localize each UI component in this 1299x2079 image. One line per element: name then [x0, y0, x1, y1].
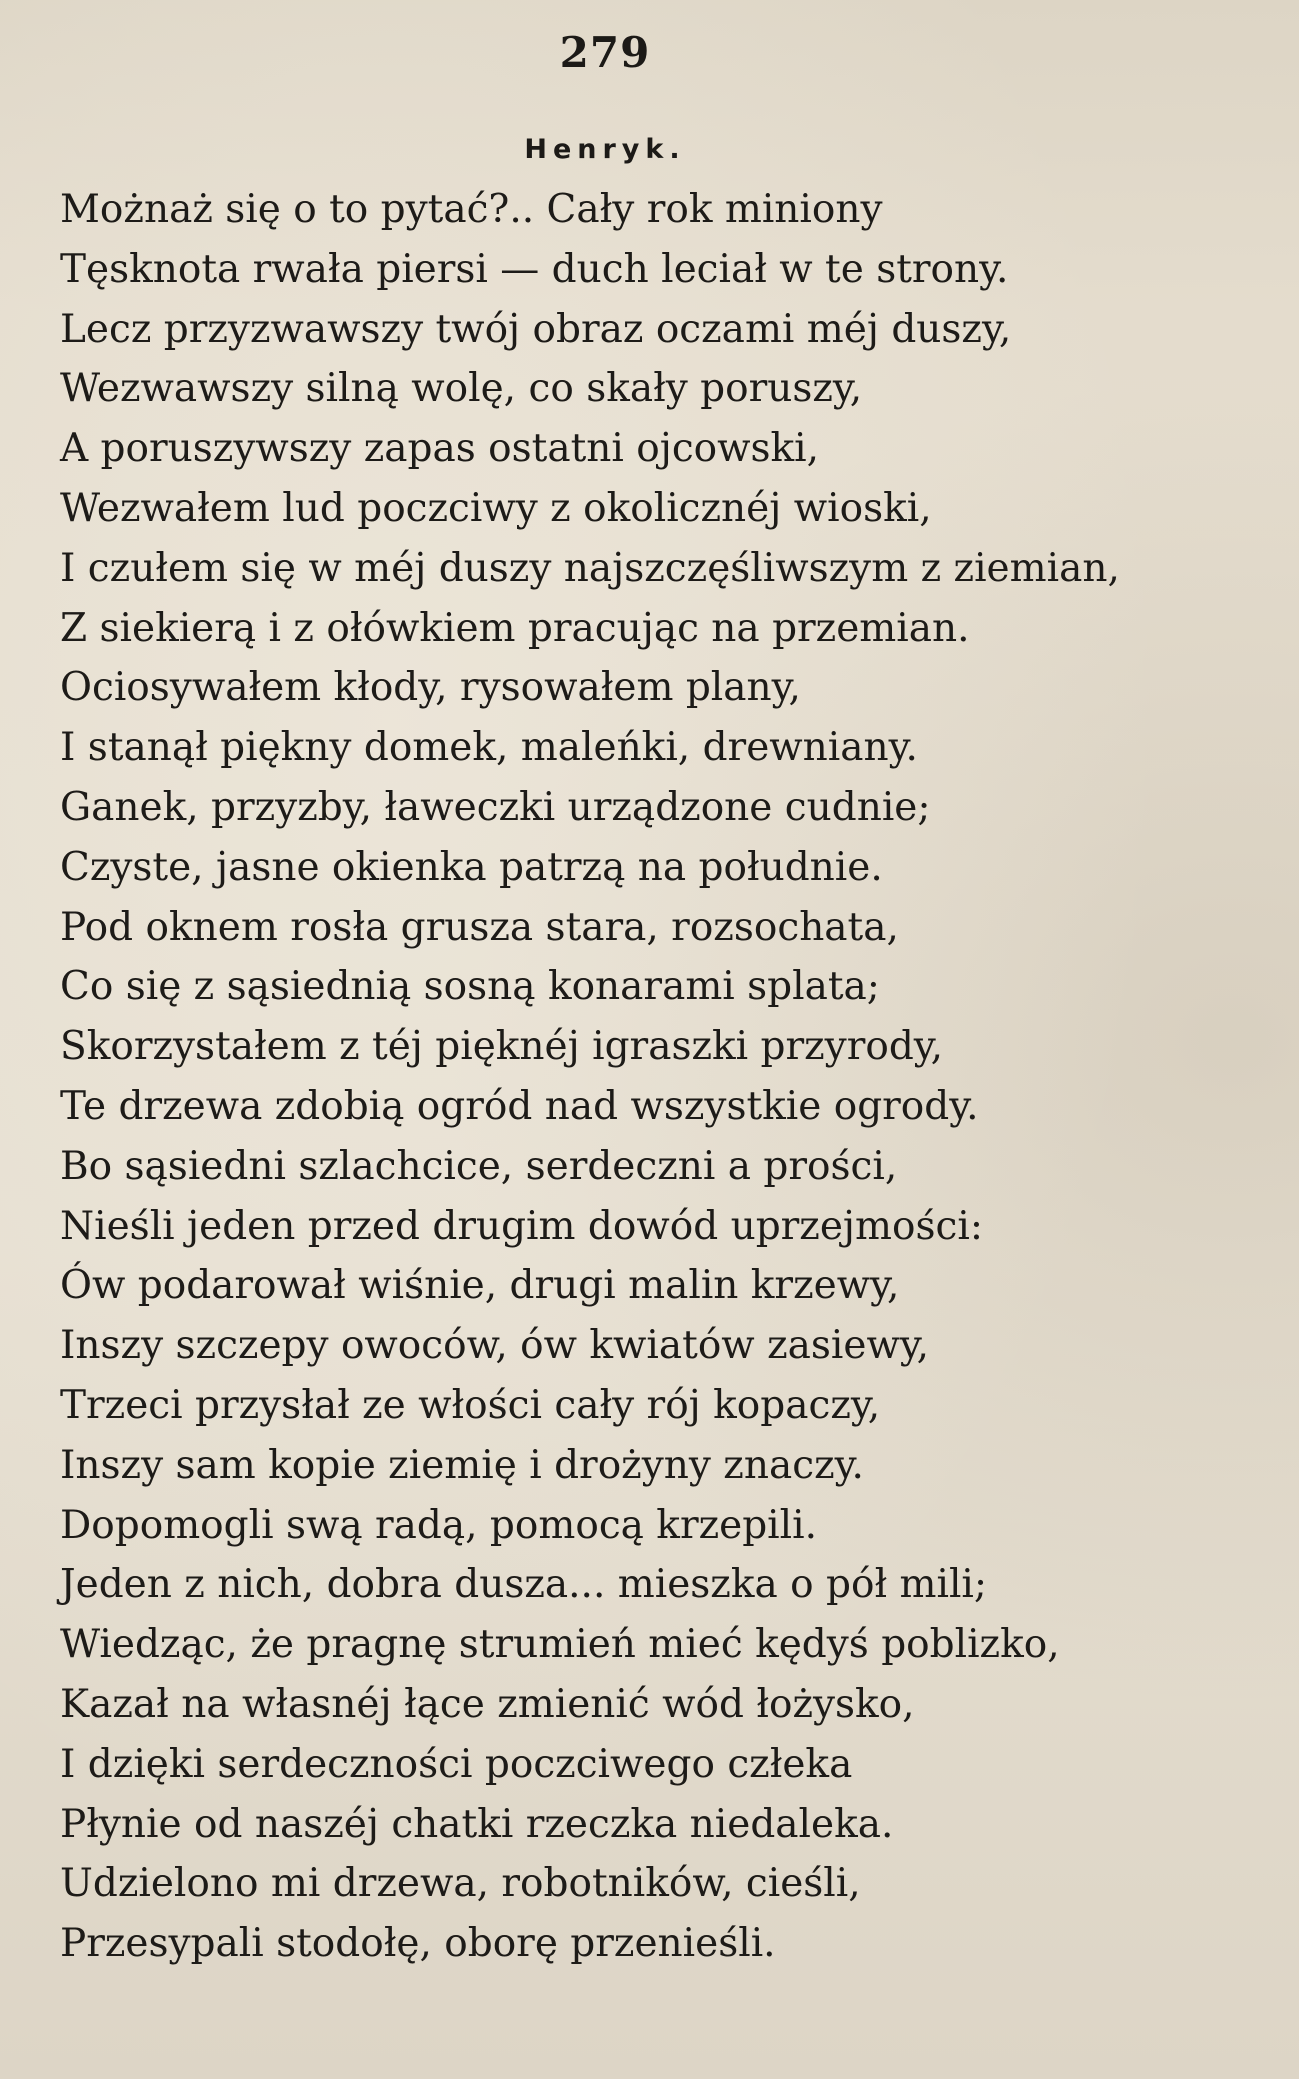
- verse-line: Przesypali stodołę, oborę przenieśli.: [60, 1921, 776, 1967]
- verse-line: Z siekierą i z ołówkiem pracując na przemian.: [60, 605, 970, 651]
- verse-line: A poruszywszy zapas ostatni ojcowski,: [60, 426, 820, 472]
- poem-text: [60, 180, 1260, 1974]
- verse-line: Ów podarował wiśnie, drugi malin krzewy,: [60, 1263, 900, 1309]
- verse-line: Dopomogli swą radą, pomocą krzepili.: [60, 1502, 817, 1548]
- verse-line: Te drzewa zdobią ogród nad wszystkie ogrody.: [60, 1083, 979, 1129]
- verse-line: Możnaż się o to pytać?.. Cały rok miniony: [60, 187, 883, 232]
- verse-line: Co się z sąsiednią sosną konarami splata;: [60, 964, 880, 1010]
- verse-line: Udzielono mi drzewa, robotników, cieśli,: [60, 1861, 861, 1907]
- verse-line: Jeden z nich, dobra dusza... mieszka o pół mili;: [60, 1562, 988, 1608]
- verse-line: Wezwawszy silną wolę, co skały poruszy,: [60, 366, 863, 412]
- verse-line: Ociosywałem kłody, rysowałem plany,: [60, 665, 801, 711]
- verse-line: I dzięki serdeczności poczciwego człeka: [60, 1741, 853, 1787]
- verse-line: I stanął piękny domek, maleńki, drewniany.: [60, 725, 918, 771]
- verse-line: Inszy szczepy owoców, ów kwiatów zasiewy,: [60, 1323, 930, 1369]
- verse-line: Tęsknota rwała piersi — duch leciał w te strony.: [60, 246, 1009, 292]
- verse-line: Wiedząc, że pragnę strumień mieć kędyś poblizko,: [60, 1622, 1060, 1668]
- verse-line: Inszy sam kopie ziemię i drożyny znaczy.: [60, 1442, 864, 1488]
- verse-line: Trzeci przysłał ze włości cały rój kopaczy,: [60, 1382, 881, 1428]
- verse-line: Czyste, jasne okienka patrzą na południe.: [60, 844, 883, 890]
- verse-line: Pod oknem rosła grusza stara, rozsochata,: [60, 904, 899, 950]
- verse-line: Ganek, przyzby, ławeczki urządzone cudnie;: [60, 784, 931, 830]
- verse-line: Kazał na własnéj łące zmienić wód łożysko,: [60, 1681, 915, 1727]
- verse-line: Wezwałem lud poczciwy z okolicznéj wioski,: [60, 485, 932, 531]
- verse-line: Płynie od naszéj chatki rzeczka niedaleka.: [60, 1801, 894, 1847]
- page-number: 279: [559, 28, 651, 77]
- speaker-name: Henryk.: [524, 134, 686, 165]
- verse-line: Lecz przyzwawszy twój obraz oczami méj duszy,: [60, 306, 1012, 352]
- verse-line: Skorzystałem z téj pięknéj igraszki przyrody,: [60, 1024, 944, 1070]
- verse-line: I czułem się w méj duszy najszczęśliwszym z ziemian,: [60, 545, 1120, 591]
- verse-line: Bo sąsiedni szlachcice, serdeczni a prości,: [60, 1143, 898, 1189]
- verse-line: Nieśli jeden przed drugim dowód uprzejmości:: [60, 1203, 983, 1249]
